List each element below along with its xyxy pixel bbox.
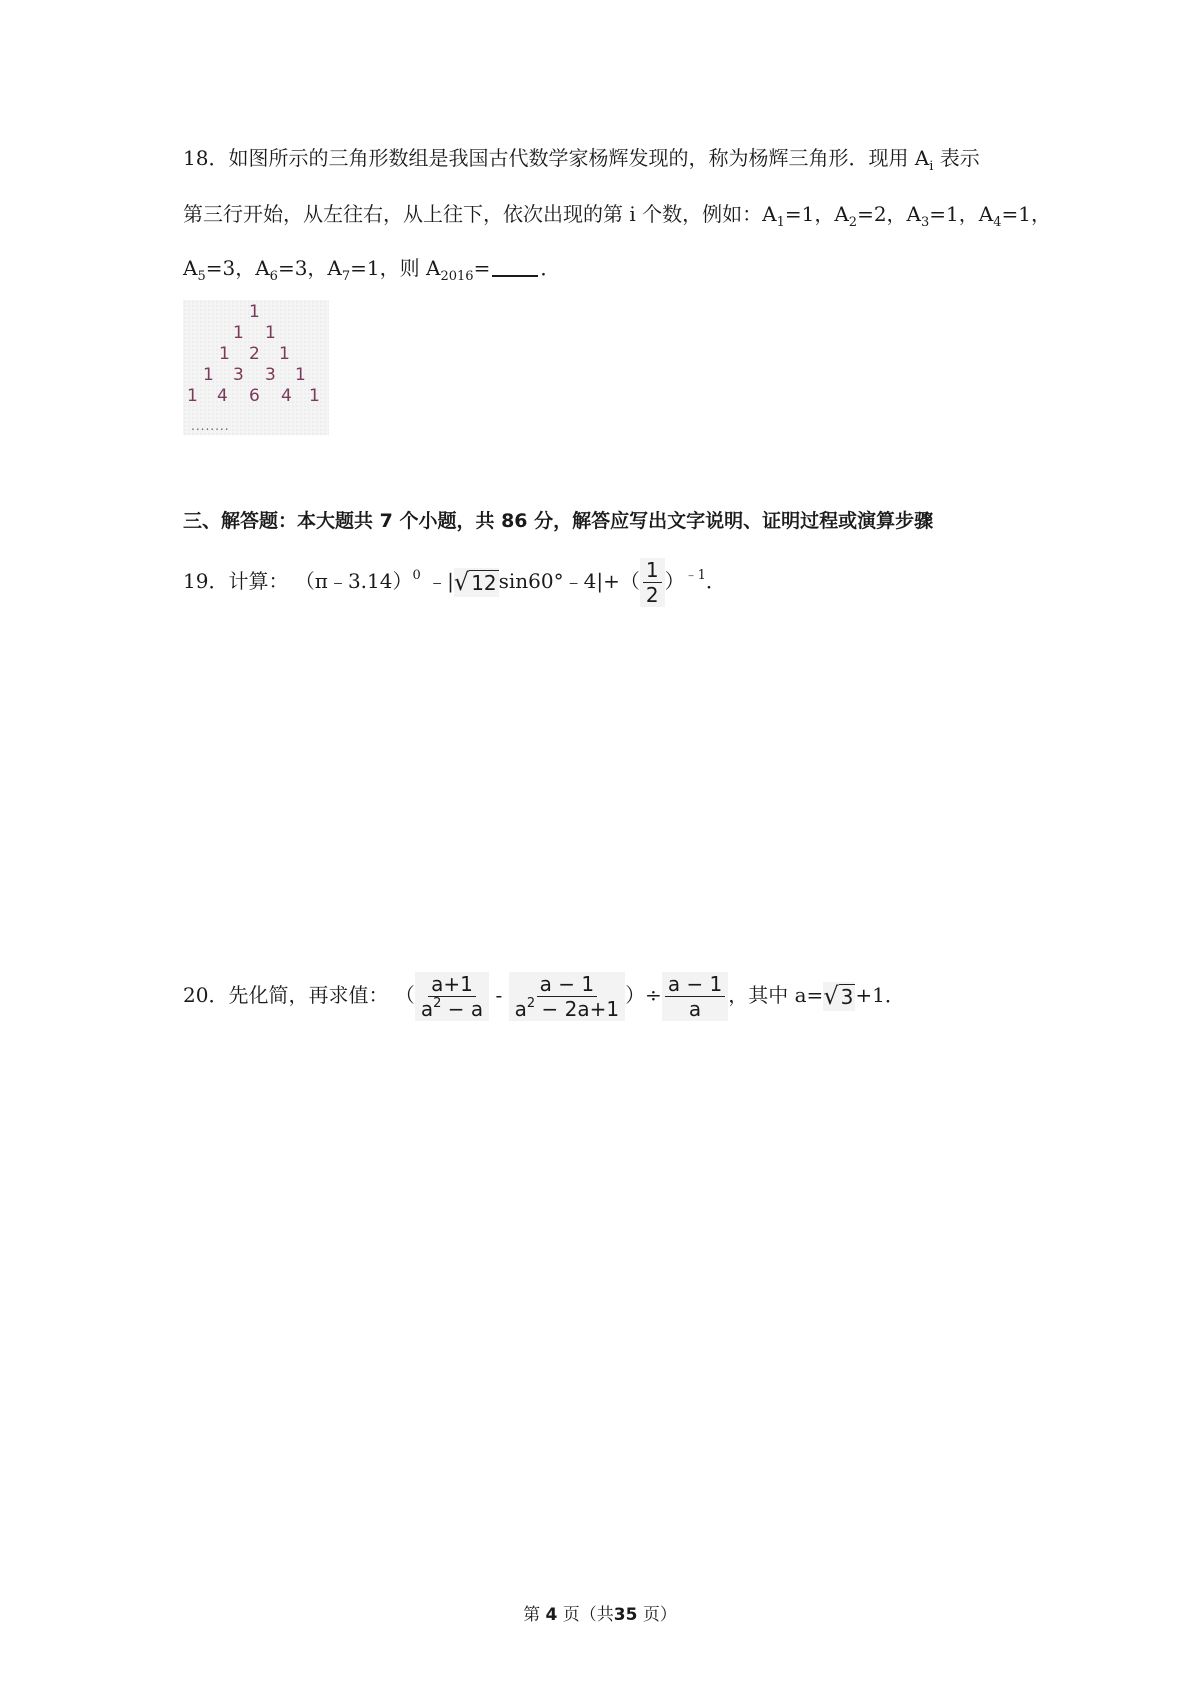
triangle-number: 1 bbox=[233, 323, 244, 343]
numerator: a − 1 bbox=[537, 972, 597, 997]
radical-sign: √ bbox=[823, 982, 839, 1010]
triangle-number: 1 bbox=[187, 386, 198, 406]
q18-text: = bbox=[473, 256, 491, 280]
footer-text: 第 bbox=[523, 1605, 541, 1625]
q18-text: =3，A bbox=[277, 256, 342, 280]
sqrt-3-image bbox=[823, 982, 855, 1011]
q19-text: ． bbox=[705, 569, 726, 593]
total-pages: 35 bbox=[613, 1605, 638, 1625]
subscript: 3 bbox=[921, 215, 930, 230]
numerator: a+1 bbox=[428, 972, 476, 997]
q18-text: =2，A bbox=[857, 202, 921, 226]
radicand: 12 bbox=[471, 571, 497, 595]
triangle-number: 2 bbox=[249, 344, 260, 364]
triangle-number: 1 bbox=[309, 386, 320, 406]
q18-text: A bbox=[183, 256, 198, 280]
page-number: 4 bbox=[545, 1605, 558, 1625]
denominator bbox=[512, 997, 622, 1021]
den-part: − 2a+1 bbox=[535, 997, 620, 1021]
q18-line2 bbox=[183, 200, 1051, 228]
numerator: a − 1 bbox=[665, 972, 725, 997]
q20-text: +1． bbox=[855, 983, 905, 1007]
subscript: 2 bbox=[848, 215, 858, 230]
fraction-3 bbox=[662, 972, 728, 1021]
triangle-continuation-dots: ........ bbox=[191, 419, 230, 433]
triangle-number: 3 bbox=[265, 365, 276, 385]
q19-text: sin60°﹣4|+（ bbox=[498, 569, 640, 593]
triangle-number: 4 bbox=[217, 386, 228, 406]
q19-text: （π﹣3.14） bbox=[294, 569, 413, 593]
fraction-1 bbox=[415, 972, 489, 1021]
subscript: 6 bbox=[269, 269, 278, 284]
footer-text: 页） bbox=[642, 1605, 677, 1625]
q19-text: ） bbox=[664, 569, 685, 593]
triangle-number: 3 bbox=[233, 365, 244, 385]
q20-label: 20．先化简，再求值： bbox=[183, 983, 389, 1007]
sqrt-12-image bbox=[454, 568, 499, 597]
footer-text: 页（共 bbox=[562, 1605, 614, 1625]
yang-hui-triangle-figure bbox=[183, 300, 329, 435]
denominator: a bbox=[688, 997, 702, 1021]
subscript: i bbox=[929, 159, 934, 174]
triangle-number: 6 bbox=[249, 386, 260, 406]
q18-text: =1， bbox=[1001, 202, 1051, 226]
denominator: 2 bbox=[645, 583, 659, 607]
den-part: a bbox=[420, 997, 434, 1021]
q20-text: ，其中 a= bbox=[728, 983, 824, 1007]
fraction-one-half bbox=[640, 558, 665, 607]
radicand: 3 bbox=[840, 985, 854, 1009]
q19-text: ﹣| bbox=[427, 569, 454, 593]
superscript: 2 bbox=[526, 996, 536, 1011]
subscript: 1 bbox=[776, 215, 785, 230]
answer-blank bbox=[492, 257, 538, 277]
triangle-number: 1 bbox=[249, 302, 260, 322]
superscript: 0 bbox=[412, 568, 421, 583]
q18-line1 bbox=[183, 144, 980, 172]
section-3-heading: 三、解答题：本大题共 7 个小题，共 86 分，解答应写出文字说明、证明过程或演算步骤 bbox=[183, 510, 934, 532]
q18-text: =1，A bbox=[784, 202, 849, 226]
triangle-number: 1 bbox=[279, 344, 290, 364]
q18-line3 bbox=[183, 254, 560, 282]
q18-text: =1，则 A bbox=[350, 256, 441, 280]
q19-label: 19．计算： bbox=[183, 569, 289, 593]
q18-text: 表示 bbox=[933, 146, 980, 170]
den-part: − a bbox=[441, 997, 484, 1021]
superscript: ﹣1 bbox=[684, 568, 706, 583]
q18-text: 第三行开始，从左往右，从上往下，依次出现的第 i 个数，例如：A bbox=[183, 202, 777, 226]
fraction-2 bbox=[509, 972, 625, 1021]
q18-text: 18．如图所示的三角形数组是我国古代数学家杨辉发现的，称为杨辉三角形．现用 A bbox=[183, 146, 930, 170]
q18-text: ． bbox=[540, 256, 561, 280]
q18-text: =1，A bbox=[929, 202, 994, 226]
triangle-number: 1 bbox=[219, 344, 230, 364]
q20-text: ）÷ bbox=[625, 983, 662, 1007]
q20-text: （ bbox=[394, 983, 415, 1007]
q18-text: =3，A bbox=[205, 256, 270, 280]
subscript: 5 bbox=[197, 269, 206, 284]
subscript: 2016 bbox=[440, 269, 474, 284]
triangle-number: 1 bbox=[265, 323, 276, 343]
triangle-number: 1 bbox=[295, 365, 306, 385]
q20-line bbox=[183, 972, 905, 1021]
triangle-number: 4 bbox=[281, 386, 292, 406]
subscript: 4 bbox=[993, 215, 1002, 230]
subscript: 7 bbox=[341, 269, 351, 284]
superscript: 2 bbox=[433, 996, 442, 1011]
q20-text: - bbox=[495, 983, 503, 1007]
q19-line bbox=[183, 558, 726, 607]
denominator bbox=[418, 997, 486, 1021]
radical-sign: √ bbox=[453, 568, 470, 596]
numerator: 1 bbox=[643, 558, 662, 583]
triangle-number: 1 bbox=[203, 365, 214, 385]
den-part: a bbox=[514, 997, 527, 1021]
page-footer bbox=[0, 1600, 1200, 1625]
